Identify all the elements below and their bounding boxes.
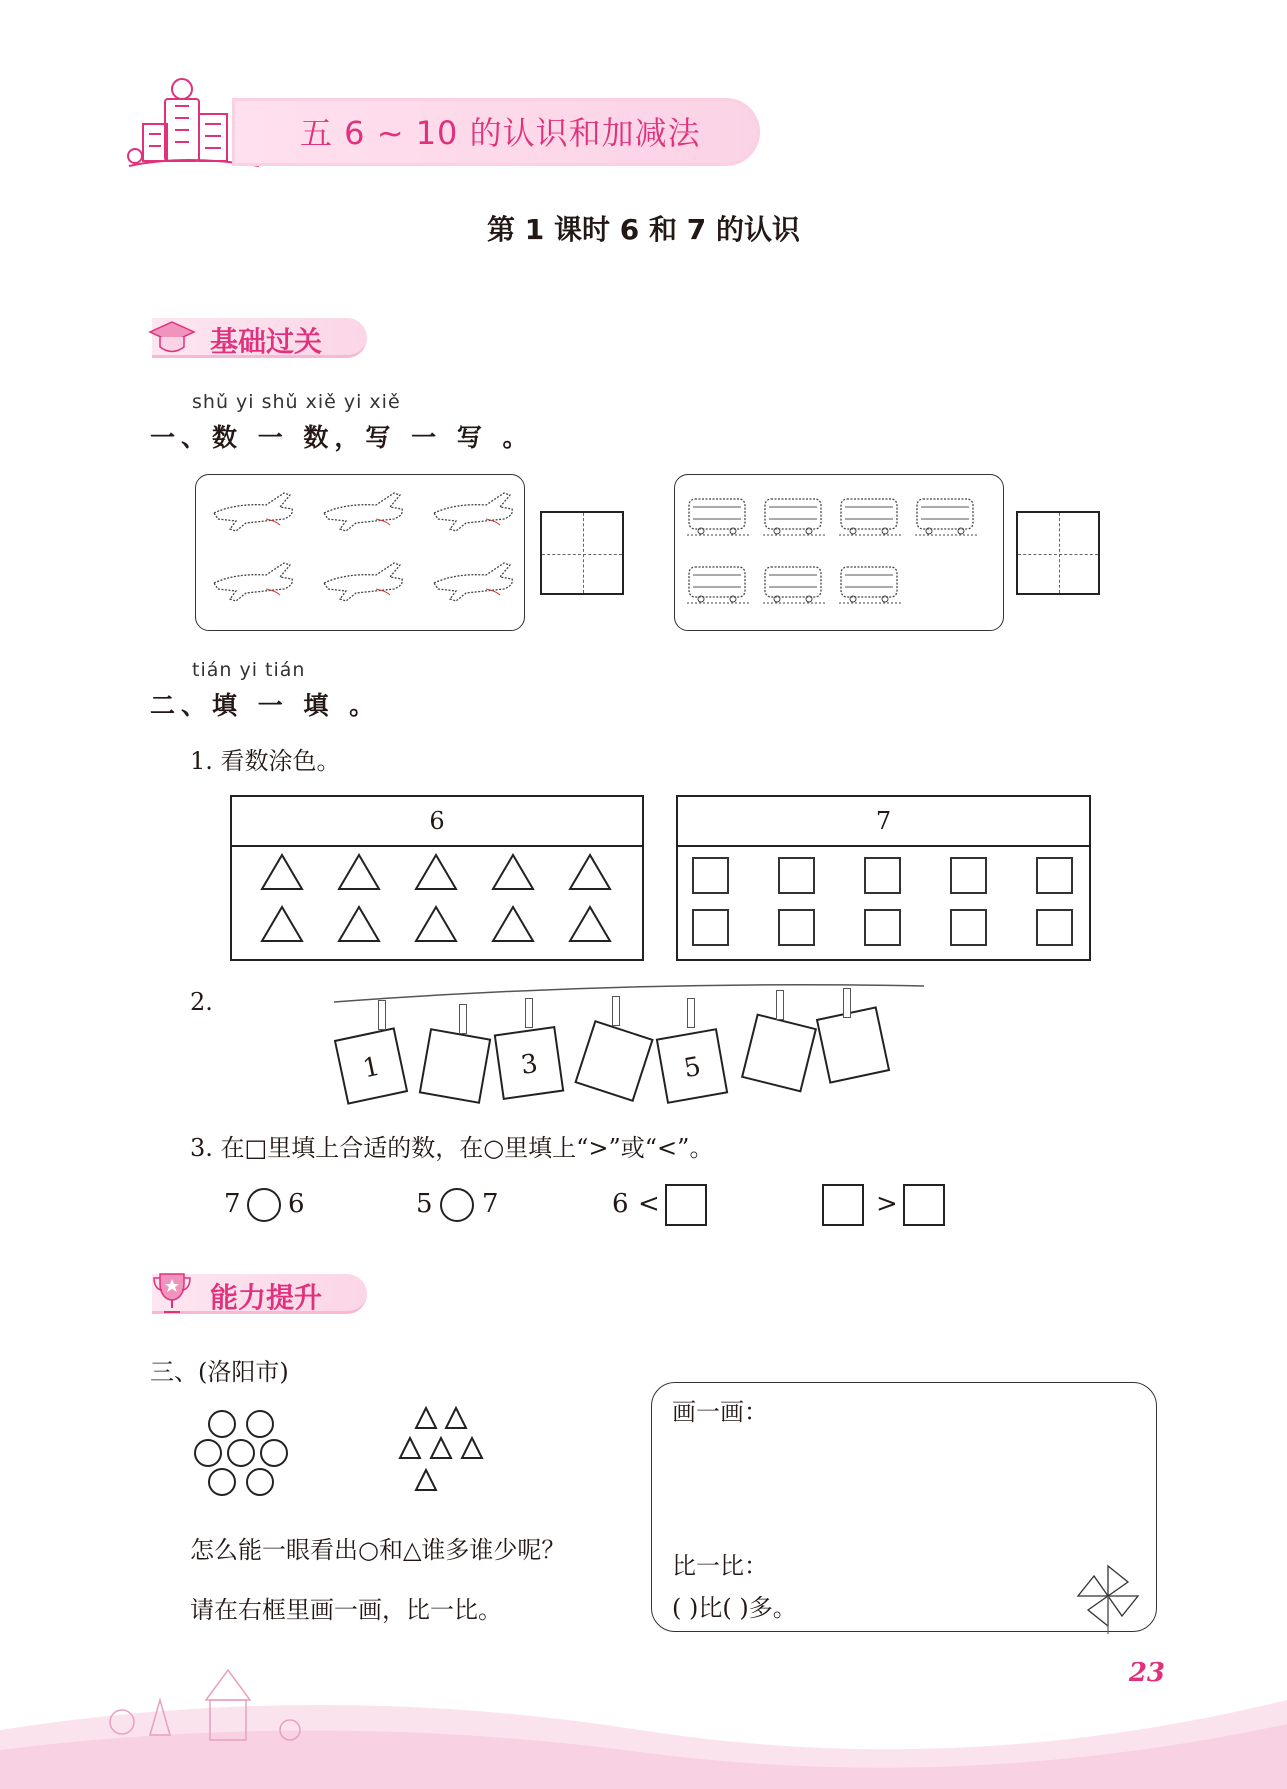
expr4-operator: > [876,1189,898,1219]
clip-icon [687,998,695,1028]
draw-label: 画一画： [672,1398,768,1426]
answer-box-trains[interactable] [1016,511,1100,595]
pinwheel-icon [1072,1562,1142,1634]
section-label-basic: 基础过关 [210,325,323,358]
square-shape[interactable] [692,909,729,946]
q2-heading: 二、填 一 填 。 [150,691,381,720]
square-shape[interactable] [950,857,987,894]
expr1-right: 6 [288,1189,305,1219]
square-shape[interactable] [1036,909,1073,946]
answer-box-airplanes[interactable] [540,511,624,595]
square-shape[interactable] [692,857,729,894]
number-card[interactable] [574,1020,653,1102]
square-table-number: 7 [678,797,1089,847]
section-label-advanced: 能力提升 [210,1281,323,1314]
square-shape[interactable] [778,909,815,946]
circle-shape [208,1410,236,1438]
triangle-table-number: 6 [232,797,642,847]
circle-shape [227,1439,255,1467]
airplane-picture-box [195,474,525,631]
q2-item3-label: 3. 在□里填上合适的数，在○里填上“>”或“<”。 [190,1134,714,1162]
square-shape[interactable] [1036,857,1073,894]
number-card: 1 [334,1027,408,1104]
clip-icon [612,996,620,1026]
compare-label: 比一比： [672,1552,768,1580]
compare-circle[interactable] [247,1188,281,1222]
expr3-left: 6 [612,1189,629,1219]
circle-shape [246,1468,274,1496]
expr2-right: 7 [482,1189,499,1219]
q2-item2-label: 2. [190,988,213,1016]
clip-icon [843,988,851,1018]
triangle-group [394,1404,494,1500]
q3-question-line1: 怎么能一眼看出○和△谁多谁少呢？ [190,1536,566,1564]
q2-pinyin: tián yi tián [192,659,306,681]
train-picture-box [674,474,1004,631]
q3-heading: 三、(洛阳市) [150,1358,289,1386]
square-shape[interactable] [864,909,901,946]
number-card: 5 [656,1028,729,1104]
triangle-shapes [262,855,610,941]
square-shape[interactable] [864,857,901,894]
square-shape[interactable] [950,909,987,946]
q2-item1-label: 1. 看数涂色。 [190,747,341,775]
number-card[interactable] [419,1028,492,1104]
compare-circle[interactable] [440,1188,474,1222]
page-number: 23 [1128,1658,1165,1688]
triangle-color-table [230,795,644,961]
circle-shape [246,1410,274,1438]
square-color-table [676,795,1091,961]
footer-wave-decoration [0,1640,1287,1789]
answer-box[interactable] [903,1184,945,1226]
clip-icon [378,1000,386,1030]
lesson-title: 第 1 课时 6 和 7 的认识 [487,213,800,246]
number-card: 3 [494,1026,565,1100]
clip-icon [459,1004,467,1034]
number-card[interactable] [741,1013,817,1092]
circle-shape [194,1439,222,1467]
q1-pinyin: shǔ yi shǔ xiě yi xiě [192,391,401,413]
number-card[interactable] [816,1006,890,1083]
compare-sentence: ( )比( )多。 [672,1594,797,1622]
q1-heading: 一、数 一 数，写 一 写 。 [150,423,534,452]
circle-shape [208,1468,236,1496]
square-shape[interactable] [778,857,815,894]
expr1-left: 7 [224,1189,241,1219]
clip-icon [776,990,784,1020]
clip-icon [525,998,533,1028]
expr3-operator: < [638,1189,660,1219]
answer-box[interactable] [822,1184,864,1226]
answer-box[interactable] [665,1184,707,1226]
expr2-left: 5 [416,1189,433,1219]
q3-question-line2: 请在右框里画一画，比一比。 [190,1596,502,1624]
circle-shape [260,1439,288,1467]
chapter-title: 五 6 ~ 10 的认识和加减法 [300,114,701,152]
trophy-icon [152,1270,192,1316]
graduation-cap-icon [148,318,196,358]
